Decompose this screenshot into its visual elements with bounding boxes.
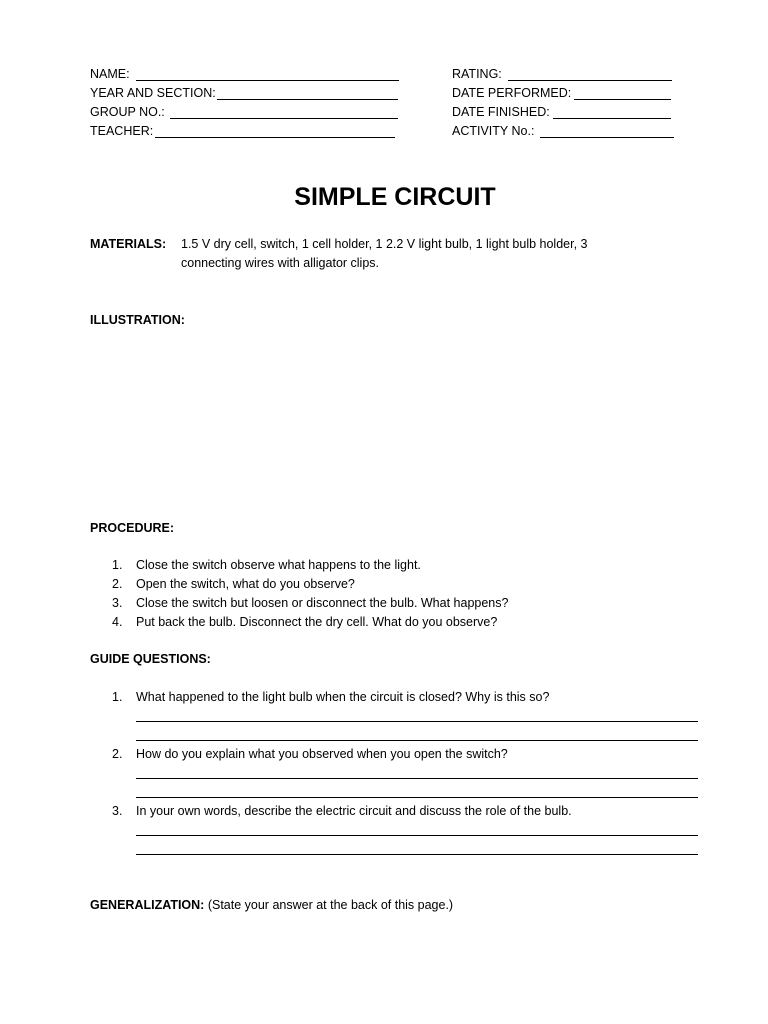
guide-question-number: 3. <box>112 804 123 818</box>
date-performed-label: DATE PERFORMED: <box>452 86 572 100</box>
procedure-item-text: Close the switch observe what happens to the light. <box>136 558 421 572</box>
procedure-item-number: 3. <box>112 596 123 610</box>
date-finished-label: DATE FINISHED: <box>452 105 550 119</box>
generalization-row <box>90 897 453 913</box>
procedure-item-number: 1. <box>112 558 123 572</box>
year-section-field[interactable] <box>217 99 398 100</box>
guide-question-number: 1. <box>112 690 123 704</box>
name-label: NAME: <box>90 67 130 81</box>
activity-no-field[interactable] <box>540 137 674 138</box>
rating-label: RATING: <box>452 67 502 81</box>
procedure-label: PROCEDURE: <box>90 521 175 535</box>
page-title: SIMPLE CIRCUIT <box>294 183 496 211</box>
guide-question-text: How do you explain what you observed when you open the switch? <box>136 747 508 761</box>
guide-question-number: 2. <box>112 747 123 761</box>
procedure-item-text: Close the switch but loosen or disconnect the bulb. What happens? <box>136 596 509 610</box>
date-finished-field[interactable] <box>553 118 671 119</box>
group-no-field[interactable] <box>170 118 398 119</box>
generalization-label: GENERALIZATION: <box>90 898 205 912</box>
answer-line[interactable] <box>136 835 698 836</box>
activity-no-label: ACTIVITY No.: <box>452 124 535 138</box>
date-performed-field[interactable] <box>574 99 671 100</box>
teacher-field[interactable] <box>155 137 395 138</box>
teacher-label: TEACHER: <box>90 124 154 138</box>
materials-text-line2: connecting wires with alligator clips. <box>181 256 380 270</box>
procedure-item-number: 4. <box>112 615 123 629</box>
rating-field[interactable] <box>508 80 672 81</box>
answer-line[interactable] <box>136 740 698 741</box>
year-section-label: YEAR AND SECTION: <box>90 86 216 100</box>
materials-label: MATERIALS: <box>90 237 167 251</box>
generalization-text: (State your answer at the back of this page.) <box>207 898 454 912</box>
guide-question-text: What happened to the light bulb when the circuit is closed? Why is this so? <box>136 690 550 704</box>
guide-question-text: In your own words, describe the electric circuit and discuss the role of the bulb. <box>136 804 572 818</box>
procedure-item-number: 2. <box>112 577 123 591</box>
name-field[interactable] <box>136 80 399 81</box>
group-no-label: GROUP NO.: <box>90 105 165 119</box>
procedure-item-text: Open the switch, what do you observe? <box>136 577 355 591</box>
guide-questions-label: GUIDE QUESTIONS: <box>90 652 211 666</box>
illustration-label: ILLUSTRATION: <box>90 313 185 327</box>
answer-line[interactable] <box>136 797 698 798</box>
procedure-item-text: Put back the bulb. Disconnect the dry cell. What do you observe? <box>136 615 498 629</box>
materials-text-line1: 1.5 V dry cell, switch, 1 cell holder, 1 2.2 V light bulb, 1 light bulb holder, 3 <box>181 237 588 251</box>
answer-line[interactable] <box>136 721 698 722</box>
answer-line[interactable] <box>136 778 698 779</box>
answer-line[interactable] <box>136 854 698 855</box>
illustration-area <box>90 335 690 505</box>
